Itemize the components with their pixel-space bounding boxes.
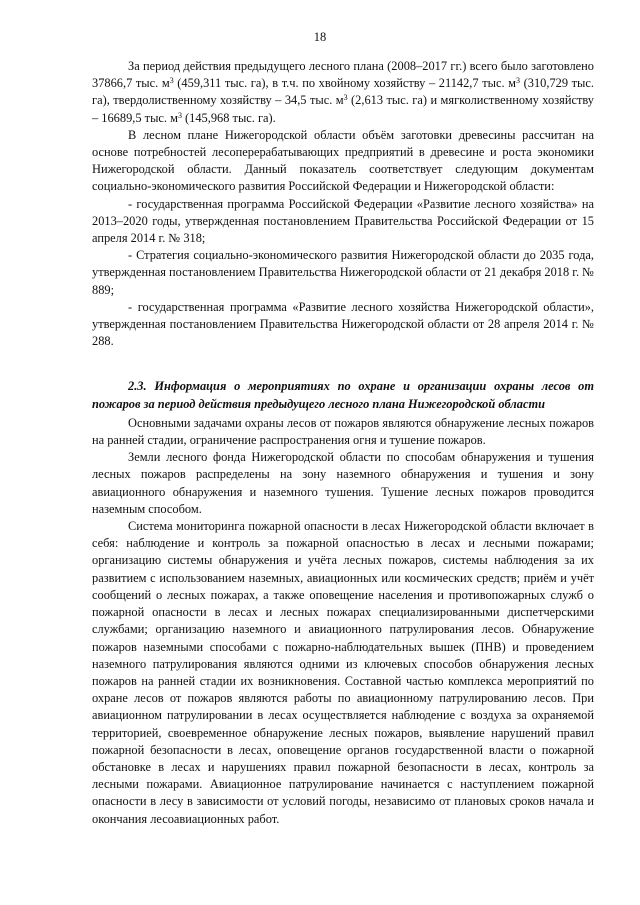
list-item-regional-program: - государственная программа «Развитие лесного хозяйства Нижегородской области», утвержденная постановлением Правительства Нижегородской области от 28 апреля 2014 г. № 288. — [92, 299, 594, 349]
superscript: 3 — [177, 110, 182, 120]
paragraph-planning-basis: В лесном плане Нижегородской области объём заготовки древесины рассчитан на основе потребностей лесоперерабатывающих предприятий в древесине и роста экономики Нижегородской области. Данный показатель соответствует следующим документам социально-экономического развития Российской Федерации и Нижегородской области: — [92, 127, 594, 194]
paragraph-main-tasks: Основными задачами охраны лесов от пожаров являются обнаружение лесных пожаров на ранней стадии, ограничение распространения огня и тушение пожаров. — [92, 415, 594, 448]
superscript: 3 — [343, 93, 348, 103]
superscript: 3 — [516, 76, 521, 86]
page-number: 18 — [313, 30, 327, 44]
text-run: (310,729 тыс. га), твердолиственному хозяйству – 34,5 тыс. м — [92, 76, 594, 108]
text-run: За период действия предыдущего лесного плана (2008–2017 гг.) всего было заготовлено 37866,7 тыс. м — [92, 59, 594, 91]
spacer — [92, 350, 594, 378]
list-item-state-program: - государственная программа Российской Федерации «Развитие лесного хозяйства» на 2013–2020 годы, утвержденная постановлением Правительства Российской Федерации от 15 апреля 2014 г. № 318; — [92, 196, 594, 246]
superscript: 3 — [169, 76, 174, 86]
paragraph-zones: Земли лесного фонда Нижегородской области по способам обнаружения и тушения лесных пожаров распределены на зону наземного обнаружения и тушения и зону авиационного обнаружения и наземного тушения. Тушение лесных пожаров проводится наземным способом. — [92, 450, 594, 516]
page-content — [92, 58, 594, 828]
list-item-strategy: - Стратегия социально-экономического развития Нижегородской области до 2035 года, утвержденная постановлением Правительства Нижегородской области от 21 декабря 2018 г. № 889; — [92, 248, 594, 297]
text-run: (2,613 тыс. га) и мягколиственному хозяйству – 16689,5 тыс. м — [92, 93, 594, 125]
paragraph-monitoring-system: Система мониторинга пожарной опасности в лесах Нижегородской области включает в себя: наблюдение и контроль за пожарной опасностью в лесах и лесными пожарами; организацию системы обнаружения и учёта лесных пожаров, системы наблюдения за их развитием с использованием наземных, авиационных или космических средств; приём и учёт сообщений о лесных пожарах, а также оповещение населения и противопожарных служб о пожарной опасности в лесах и лесных пожарах специализированными диспетчерскими службами; организацию наземного и авиационного патрулирования лесов. Обнаружение пожаров наземными способами с пожарно-наблюдательных вышек (ПНВ) и проведением наземного патрулирования являются одними из ключевых способов обнаружения лесных пожаров на ранней стадии их возникновения. Составной частью комплекса мероприятий по охране лесов от пожаров являются работы по авиационному патрулированию лесов. При авиационном патрулировании в лесах осуществляется наблюдение с воздуха за охраняемой территорией, своевременное обнаружение лесных пожаров, выявление нарушений правил пожарной безопасности в лесах, оповещение органов государственной власти о пожарной обстановке в лесах и нарушениях правил пожарной безопасности в лесах, контроль за лесными пожарами. Авиационное патрулирование начинается с наступлением пожарной опасности в лесу в зависимости от условий погоды, независимо от плановых сроков начала и окончания лесоавиационных работ. — [92, 519, 594, 826]
text-run: (145,968 тыс. га). — [181, 110, 276, 125]
section-heading: 2.3. Информация о мероприятиях по охране и организации охраны лесов от пожаров за период действия предыдущего лесного плана Нижегородской области — [92, 379, 594, 411]
paragraph-harvest-volume — [92, 58, 594, 127]
text-run: (459,311 тыс. га), в т.ч. по хвойному хозяйству – 21142,7 тыс. м — [173, 76, 517, 91]
